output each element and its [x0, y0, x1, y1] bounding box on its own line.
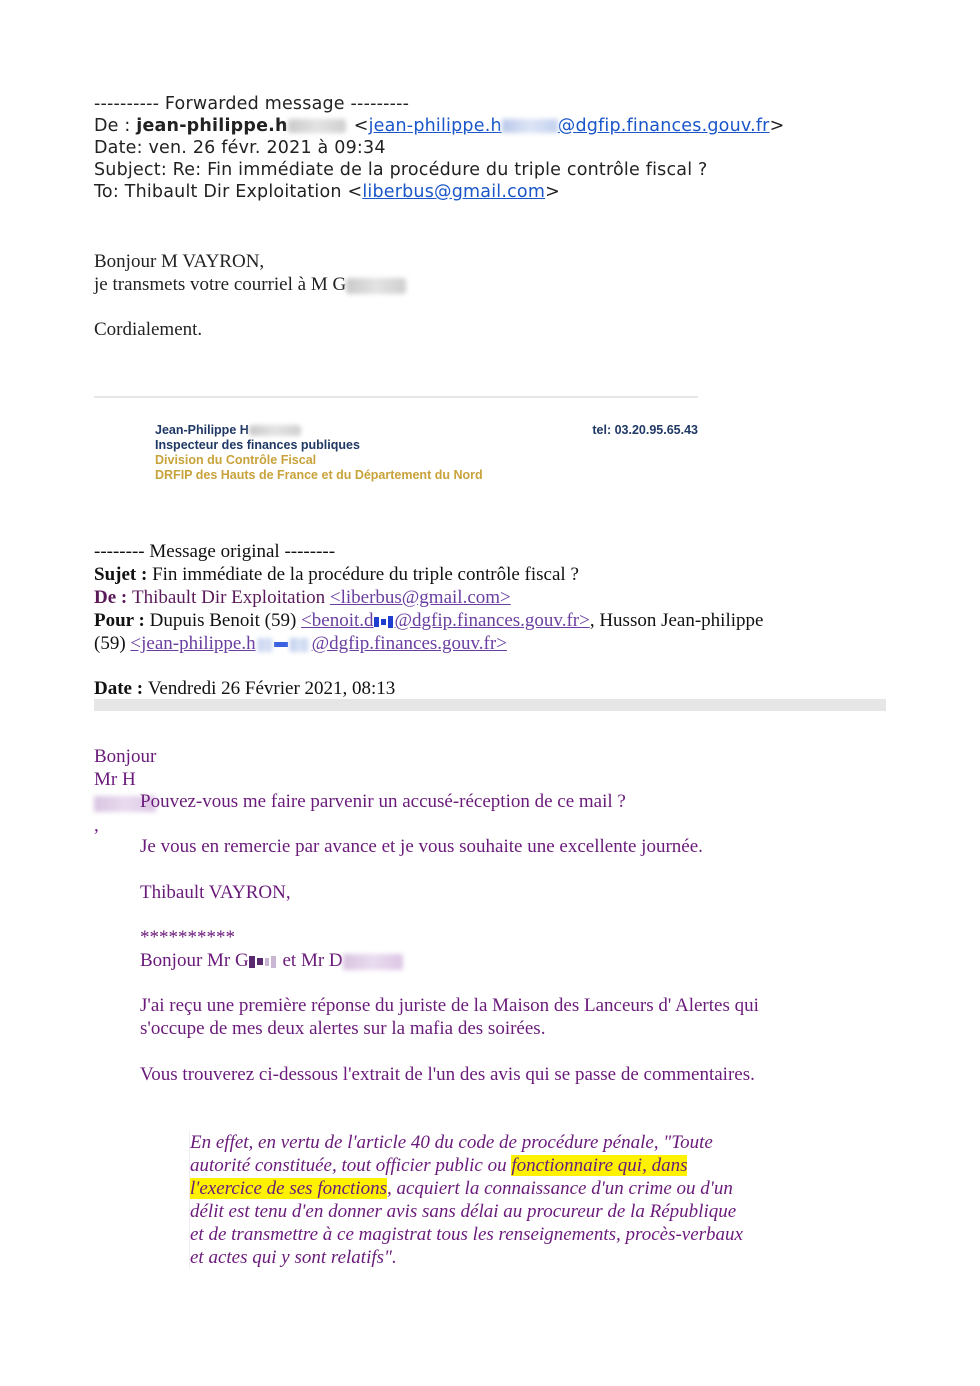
original-date-line: Date : Vendredi 26 Février 2021, 08:13 — [94, 678, 396, 699]
reply-closing: Cordialement. — [94, 319, 203, 340]
forward-to-email[interactable]: liberbus@gmail.com — [362, 182, 546, 202]
reply-line: je transmets votre courriel à M G — [94, 273, 406, 296]
redaction-blur — [346, 278, 406, 294]
message-stars: ********** — [140, 927, 235, 948]
forward-from-name: jean-philippe.h — [136, 116, 288, 136]
redaction-blur — [288, 119, 346, 133]
message-p1: Pouvez-vous me faire parvenir un accusé-réception de ce mail ? — [140, 791, 626, 812]
signature-org: DRFIP des Hauts de France et du Département du Nord — [155, 468, 483, 482]
message-p2: Je vous en remercie par avance et je vous souhaite une excellente journée. — [140, 836, 703, 857]
forward-subject: Subject: Re: Fin immédiate de la procédure du triple contrôle fiscal ? — [94, 160, 708, 180]
separator-line — [94, 396, 698, 398]
signature-role: Inspecteur des finances publiques — [155, 438, 360, 452]
quoted-legal-extract: En effet, en vertu de l'article 40 du code de procédure pénale, "Toute autorité constituée, tout officier public ou fonctionnaire qui, dans l'exercice de ses fonctions, acquiert la connaissance d'un crime ou d'un délit est tenu d'en donner avis sans délai au procureur de la République et de transmettre à ce magistrat tous les renseignements, procès-verbaux et actes qui y sont relatifs". — [189, 1131, 750, 1269]
reply-body — [94, 250, 406, 341]
signature-name-line: Jean-Philippe H — [155, 423, 700, 438]
forward-header — [94, 93, 784, 203]
message-p3: Thibault VAYRON, — [140, 882, 291, 903]
highlighted-text: fonctionnaire qui, dans l'exercice de ses fonctions — [190, 1155, 688, 1199]
original-subject-line: Sujet : Fin immédiate de la procédure du triple contrôle fiscal ? — [94, 564, 579, 585]
separator-band — [94, 699, 886, 711]
signature-division: Division du Contrôle Fiscal — [155, 453, 317, 467]
original-to-line-2: (59) <jean-philippe.h @dgfip.finances.gouv.fr> — [94, 633, 507, 654]
forward-from-line: De : jean-philippe.h <jean-philippe.h @dgfip.finances.gouv.fr> — [94, 116, 785, 136]
original-from-email[interactable]: <liberbus@gmail.com> — [329, 587, 511, 608]
original-from-line: De : Thibault Dir Exploitation <liberbus@gmail.com> — [94, 587, 511, 608]
original-to-line: Pour : Dupuis Benoit (59) <benoit.d @dgfip.finances.gouv.fr>, Husson Jean-philippe — [94, 610, 764, 631]
original-title: -------- Message original -------- — [94, 541, 336, 562]
message-p6: Vous trouverez ci-dessous l'extrait de l'un des avis qui se passe de commentaires. — [140, 1064, 755, 1085]
original-to-email-1[interactable]: <benoit.d @dgfip.finances.gouv.fr> — [301, 610, 590, 631]
message-p5: J'ai reçu une première réponse du juriste de la Maison des Lanceurs d' Alertes qui s'occupe de mes deux alertes sur la mafia des soirées. — [140, 995, 759, 1039]
forward-to-line: To: Thibault Dir Exploitation <liberbus@gmail.com> — [94, 182, 560, 202]
message-greeting: Bonjour Mr H, — [94, 746, 157, 836]
original-message-header — [94, 540, 854, 700]
email-signature — [155, 423, 700, 483]
original-to-email-2[interactable]: <jean-philippe.h @dgfip.finances.gouv.fr> — [130, 633, 507, 654]
forward-date: Date: ven. 26 févr. 2021 à 09:34 — [94, 138, 386, 158]
signature-phone: tel: 03.20.95.65.43 — [592, 423, 698, 437]
forward-from-email[interactable]: jean-philippe.h @dgfip.finances.gouv.fr — [368, 116, 770, 136]
message-p4: Bonjour Mr G et Mr D — [140, 949, 840, 972]
reply-greeting: Bonjour M VAYRON, — [94, 251, 265, 272]
forward-title: ---------- Forwarded message --------- — [94, 94, 410, 114]
